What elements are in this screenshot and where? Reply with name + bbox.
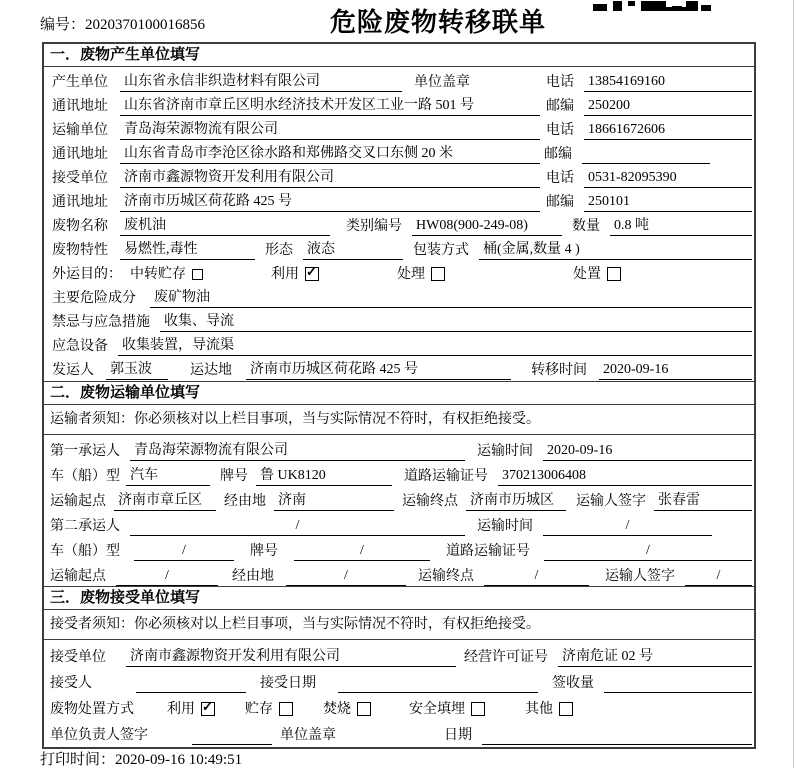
row-vehicle-1 <box>50 461 752 486</box>
section3-title: 三．废物接受单位填写 <box>44 586 754 610</box>
phone-value: 13854169160 <box>584 72 752 92</box>
carrier-sign-label: 运输人签字 <box>576 493 646 509</box>
accept-unit-value: 济南市鑫源物资开发利用有限公司 <box>126 647 456 667</box>
row-emergency-equipment <box>52 332 752 356</box>
vehicle-type-label: 车（船）型 <box>50 543 120 559</box>
print-time-value: 2020-09-16 10:49:51 <box>115 752 243 768</box>
carrier-label: 第一承运人 <box>50 443 120 459</box>
quantity-value: 0.8 吨 <box>610 216 752 236</box>
destination-label: 运达地 <box>190 363 232 378</box>
transfer-time-label: 转移时间 <box>531 363 587 378</box>
print-time-label: 打印时间： <box>40 752 116 768</box>
end-value: / <box>484 566 589 586</box>
section2-title: 二．废物运输单位填写 <box>44 381 754 405</box>
character-value: 易燃性,毒性 <box>120 240 255 260</box>
carrier-sign-label: 运输人签字 <box>605 568 675 584</box>
row-taboo-measures <box>52 308 752 332</box>
end-value: 济南市历城区 <box>466 491 566 511</box>
form-value: 液态 <box>303 240 403 260</box>
accept-date-label: 接受日期 <box>260 676 316 691</box>
section1-title: 一．废物产生单位填写 <box>44 44 754 67</box>
serial-number <box>40 13 205 34</box>
checkbox-treat <box>431 267 445 281</box>
row-accept-unit <box>50 641 752 667</box>
address-value: 山东省济南市章丘区明水经济技术开发区工业一路 501 号 <box>120 96 540 116</box>
seal-label: 单位盖章 <box>280 728 336 743</box>
plate-label: 牌号 <box>250 543 278 559</box>
receiver-value: 济南市鑫源物资开发利用有限公司 <box>120 168 540 188</box>
checkbox-utilize <box>201 702 215 716</box>
section2-body <box>44 435 754 588</box>
road-permit-value: / <box>544 541 752 561</box>
phone-value: 18661672606 <box>584 120 752 140</box>
phone-label: 电话 <box>546 171 574 186</box>
transport-time-value: 2020-09-16 <box>543 441 752 461</box>
address-label: 通讯地址 <box>52 99 108 114</box>
zip-value: 250200 <box>584 96 752 116</box>
serial-label: 编号： <box>40 17 86 33</box>
row-head-signature <box>50 719 752 745</box>
transport-time-label: 运输时间 <box>477 518 533 534</box>
origin-label: 运输起点 <box>50 568 106 584</box>
row-producer <box>52 68 752 92</box>
address-value: 山东省青岛市李沧区徐水路和郑佛路交叉口东侧 20 米 <box>120 144 540 164</box>
transfer-time-value: 2020-09-16 <box>599 360 752 380</box>
shipper-label: 发运人 <box>52 363 94 378</box>
packing-value: 桶(金属,数量 4 ) <box>479 240 752 260</box>
via-label: 经由地 <box>224 493 266 509</box>
row-waste-character <box>52 236 752 260</box>
row-waste-name <box>52 212 752 236</box>
via-label: 经由地 <box>232 568 274 584</box>
transporter-label: 运输单位 <box>52 123 108 138</box>
disposal-label: 废物处置方式 <box>50 702 134 717</box>
disposal-option-label: 贮存 <box>245 702 273 717</box>
date-label: 日期 <box>444 728 472 743</box>
address-label: 通讯地址 <box>52 195 108 210</box>
row-first-carrier <box>50 436 752 461</box>
section1-body <box>44 67 754 382</box>
disposal-option-label: 其他 <box>525 702 553 717</box>
carrier-value: 青岛海荣源物流有限公司 <box>130 441 465 461</box>
purpose-option-label: 中转贮存 <box>130 267 186 282</box>
row-transporter <box>52 116 752 140</box>
print-time <box>40 748 242 768</box>
license-label: 经营许可证号 <box>464 650 548 665</box>
receipt-amount-label: 签收量 <box>552 676 594 691</box>
taboo-label: 禁忌与应急措施 <box>52 315 150 330</box>
origin-value: 济南市章丘区 <box>114 491 216 511</box>
checkbox-transfer-storage <box>192 269 203 280</box>
row-disposal-method <box>50 693 752 719</box>
zip-value: 250101 <box>584 192 752 212</box>
section2-notice: 运输者须知：你必须核对以上栏目事项，当与实际情况不符时，有权拒绝接受。 <box>44 405 754 435</box>
checkbox-landfill <box>471 702 485 716</box>
accept-person-value <box>136 673 246 693</box>
accept-date-value <box>338 673 538 693</box>
vehicle-type-value: / <box>134 541 234 561</box>
purpose-option-label: 处置 <box>573 267 601 282</box>
category-label: 类别编号 <box>346 219 402 234</box>
waste-name-label: 废物名称 <box>52 219 108 234</box>
page-title: 危险废物转移联单 <box>330 8 547 37</box>
via-value: / <box>286 566 406 586</box>
zip-label: 邮编 <box>544 147 572 162</box>
purpose-option-label: 处理 <box>397 267 425 282</box>
disposal-option-label: 安全填埋 <box>409 702 465 717</box>
transport-time-label: 运输时间 <box>477 443 533 459</box>
checkbox-incinerate <box>357 702 371 716</box>
packing-label: 包装方式 <box>413 243 469 258</box>
row-route-2 <box>50 561 752 586</box>
transport-time-value: / <box>543 516 712 536</box>
destination-value: 济南市历城区荷花路 425 号 <box>246 360 511 380</box>
row-shipper <box>52 356 752 380</box>
character-label: 废物特性 <box>52 243 108 258</box>
row-vehicle-2 <box>50 536 752 561</box>
form-label: 形态 <box>265 243 293 258</box>
hazard-value: 废矿物油 <box>150 288 752 308</box>
section3-body <box>44 640 754 747</box>
waste-name-value: 废机油 <box>120 216 330 236</box>
section3-notice: 接受者须知：你必须核对以上栏目事项，当与实际情况不符时，有权拒绝接受。 <box>44 610 754 640</box>
road-permit-label: 道路运输证号 <box>404 468 488 484</box>
end-label: 运输终点 <box>402 493 458 509</box>
disposal-option-label: 焚烧 <box>323 702 351 717</box>
phone-value: 0531-82095390 <box>584 168 752 188</box>
seal-label: 单位盖章 <box>414 75 470 90</box>
receipt-amount-value <box>604 673 752 693</box>
row-hazard-component <box>52 284 752 308</box>
producer-label: 产生单位 <box>52 75 108 90</box>
vehicle-type-label: 车（船）型 <box>50 468 120 484</box>
producer-value: 山东省永信非织造材料有限公司 <box>120 72 402 92</box>
equipment-value: 收集装置，导流渠 <box>118 336 752 356</box>
road-permit-label: 道路运输证号 <box>446 543 530 559</box>
taboo-value: 收集、导流 <box>160 312 752 332</box>
row-purpose <box>52 260 752 284</box>
carrier-sign-value: / <box>685 566 752 586</box>
zip-label: 邮编 <box>546 195 574 210</box>
accept-unit-label: 接受单位 <box>50 650 106 665</box>
page-edge-line <box>793 0 794 768</box>
head-sign-label: 单位负责人签字 <box>50 728 148 743</box>
serial-value: 2020370100016856 <box>85 17 206 33</box>
address-label: 通讯地址 <box>52 147 108 162</box>
zip-value <box>582 144 710 164</box>
row-receiver <box>52 164 752 188</box>
row-transporter-address <box>52 140 752 164</box>
license-value: 济南危证 02 号 <box>558 647 752 667</box>
equipment-label: 应急设备 <box>52 339 108 354</box>
checkbox-store <box>279 702 293 716</box>
row-second-carrier <box>50 511 752 536</box>
origin-label: 运输起点 <box>50 493 106 509</box>
qr-code-icon <box>593 0 711 10</box>
carrier-value: / <box>130 516 465 536</box>
date-value <box>482 725 752 745</box>
transporter-value: 青岛海荣源物流有限公司 <box>120 120 540 140</box>
zip-label: 邮编 <box>546 99 574 114</box>
plate-label: 牌号 <box>220 468 248 484</box>
checkbox-utilize <box>305 267 319 281</box>
checkbox-other <box>559 702 573 716</box>
receiver-label: 接受单位 <box>52 171 108 186</box>
purpose-label: 外运目的： <box>52 267 122 282</box>
road-permit-value: 370213006408 <box>498 466 752 486</box>
quantity-label: 数量 <box>572 219 600 234</box>
carrier-label: 第二承运人 <box>50 518 120 534</box>
carrier-sign-value: 张春雷 <box>654 491 752 511</box>
address-value: 济南市历城区荷花路 425 号 <box>120 192 540 212</box>
accept-person-label: 接受人 <box>50 676 92 691</box>
category-value: HW08(900-249-08) <box>412 216 562 236</box>
purpose-option-label: 利用 <box>271 267 299 282</box>
end-label: 运输终点 <box>418 568 474 584</box>
head-sign-value <box>192 725 272 745</box>
phone-label: 电话 <box>546 123 574 138</box>
plate-value: 鲁 UK8120 <box>256 466 392 486</box>
phone-label: 电话 <box>546 75 574 90</box>
plate-value: / <box>294 541 430 561</box>
row-receiver-address <box>52 188 752 212</box>
row-route-1 <box>50 486 752 511</box>
hazard-label: 主要危险成分 <box>52 291 136 306</box>
shipper-value: 郭玉波 <box>106 360 168 380</box>
form-table <box>42 42 756 749</box>
via-value: 济南 <box>274 491 394 511</box>
row-accept-person <box>50 667 752 693</box>
origin-value: / <box>116 566 218 586</box>
checkbox-dispose <box>607 267 621 281</box>
disposal-option-label: 利用 <box>167 702 195 717</box>
vehicle-type-value: 汽车 <box>126 466 210 486</box>
row-producer-address <box>52 92 752 116</box>
